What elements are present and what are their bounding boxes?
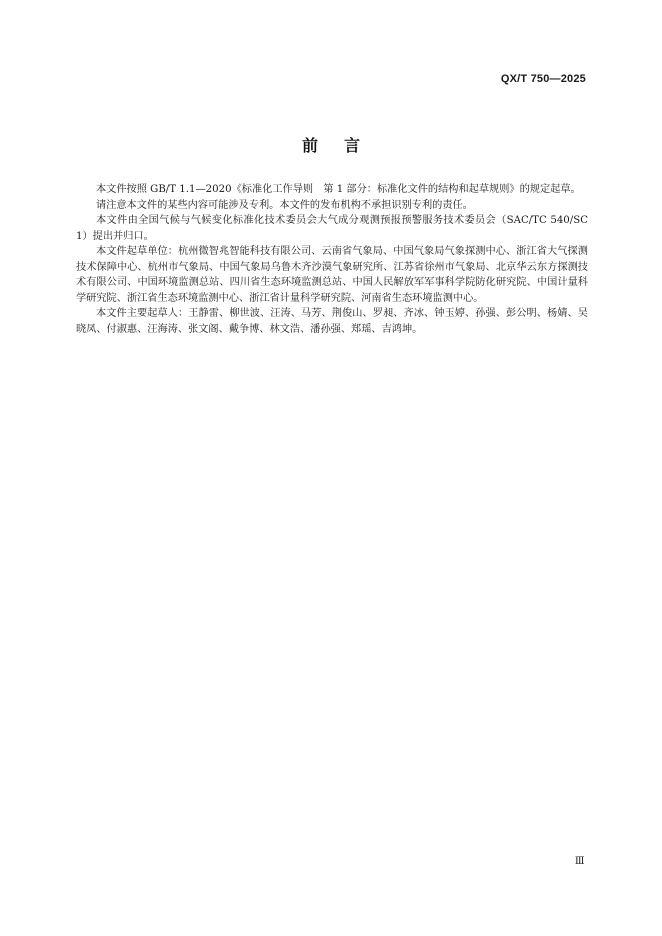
paragraph-drafting-units: 本文件起草单位：杭州微智兆智能科技有限公司、云南省气象局、中国气象局气象探测中心、浙江省大气探测技术保障中心、杭州市气象局、中国气象局乌鲁木齐沙漠气象研究所、江苏省徐州市气象局、北京华云东方探测技术有限公司、中国环境监测总站、四川省生态环境监测总站、中国人民解放军军事科学院防化研究院、中国计量科学研究院、浙江省生态环境监测中心、浙江省计量科学研究院、河南省生态环境监测中心。: [76, 246, 588, 304]
page-title: 前言: [301, 136, 386, 155]
paragraph-patent-notice: 请注意本文件的某些内容可能涉及专利。本文件的发布机构不承担识别专利的责任。: [96, 199, 473, 211]
paragraph-proposer: 本文件由全国气候与气候变化标准化技术委员会大气成分观测预报预警服务技术委员会（SAC/TC 540/SC 1）提出并归口。: [76, 215, 588, 242]
foreword-body: [76, 182, 588, 337]
paragraph-drafters: 本文件主要起草人：王静雷、柳世波、汪涛、马芳、荆俊山、罗昶、齐冰、钟玉婷、孙强、彭公明、杨婧、吴晓凤、付淑惠、汪海涛、张文阁、戴争博、林文浩、潘孙强、郑瑶、吉鸿坤。: [76, 308, 588, 335]
document-code: QX/T 750—2025: [500, 73, 586, 85]
paragraph-drafting-rules: 本文件按照 GB/T 1.1—2020《标准化工作导则 第 1 部分：标准化文件的结构和起草规则》的规定起草。: [96, 184, 581, 195]
page-number: Ⅲ: [574, 856, 584, 867]
